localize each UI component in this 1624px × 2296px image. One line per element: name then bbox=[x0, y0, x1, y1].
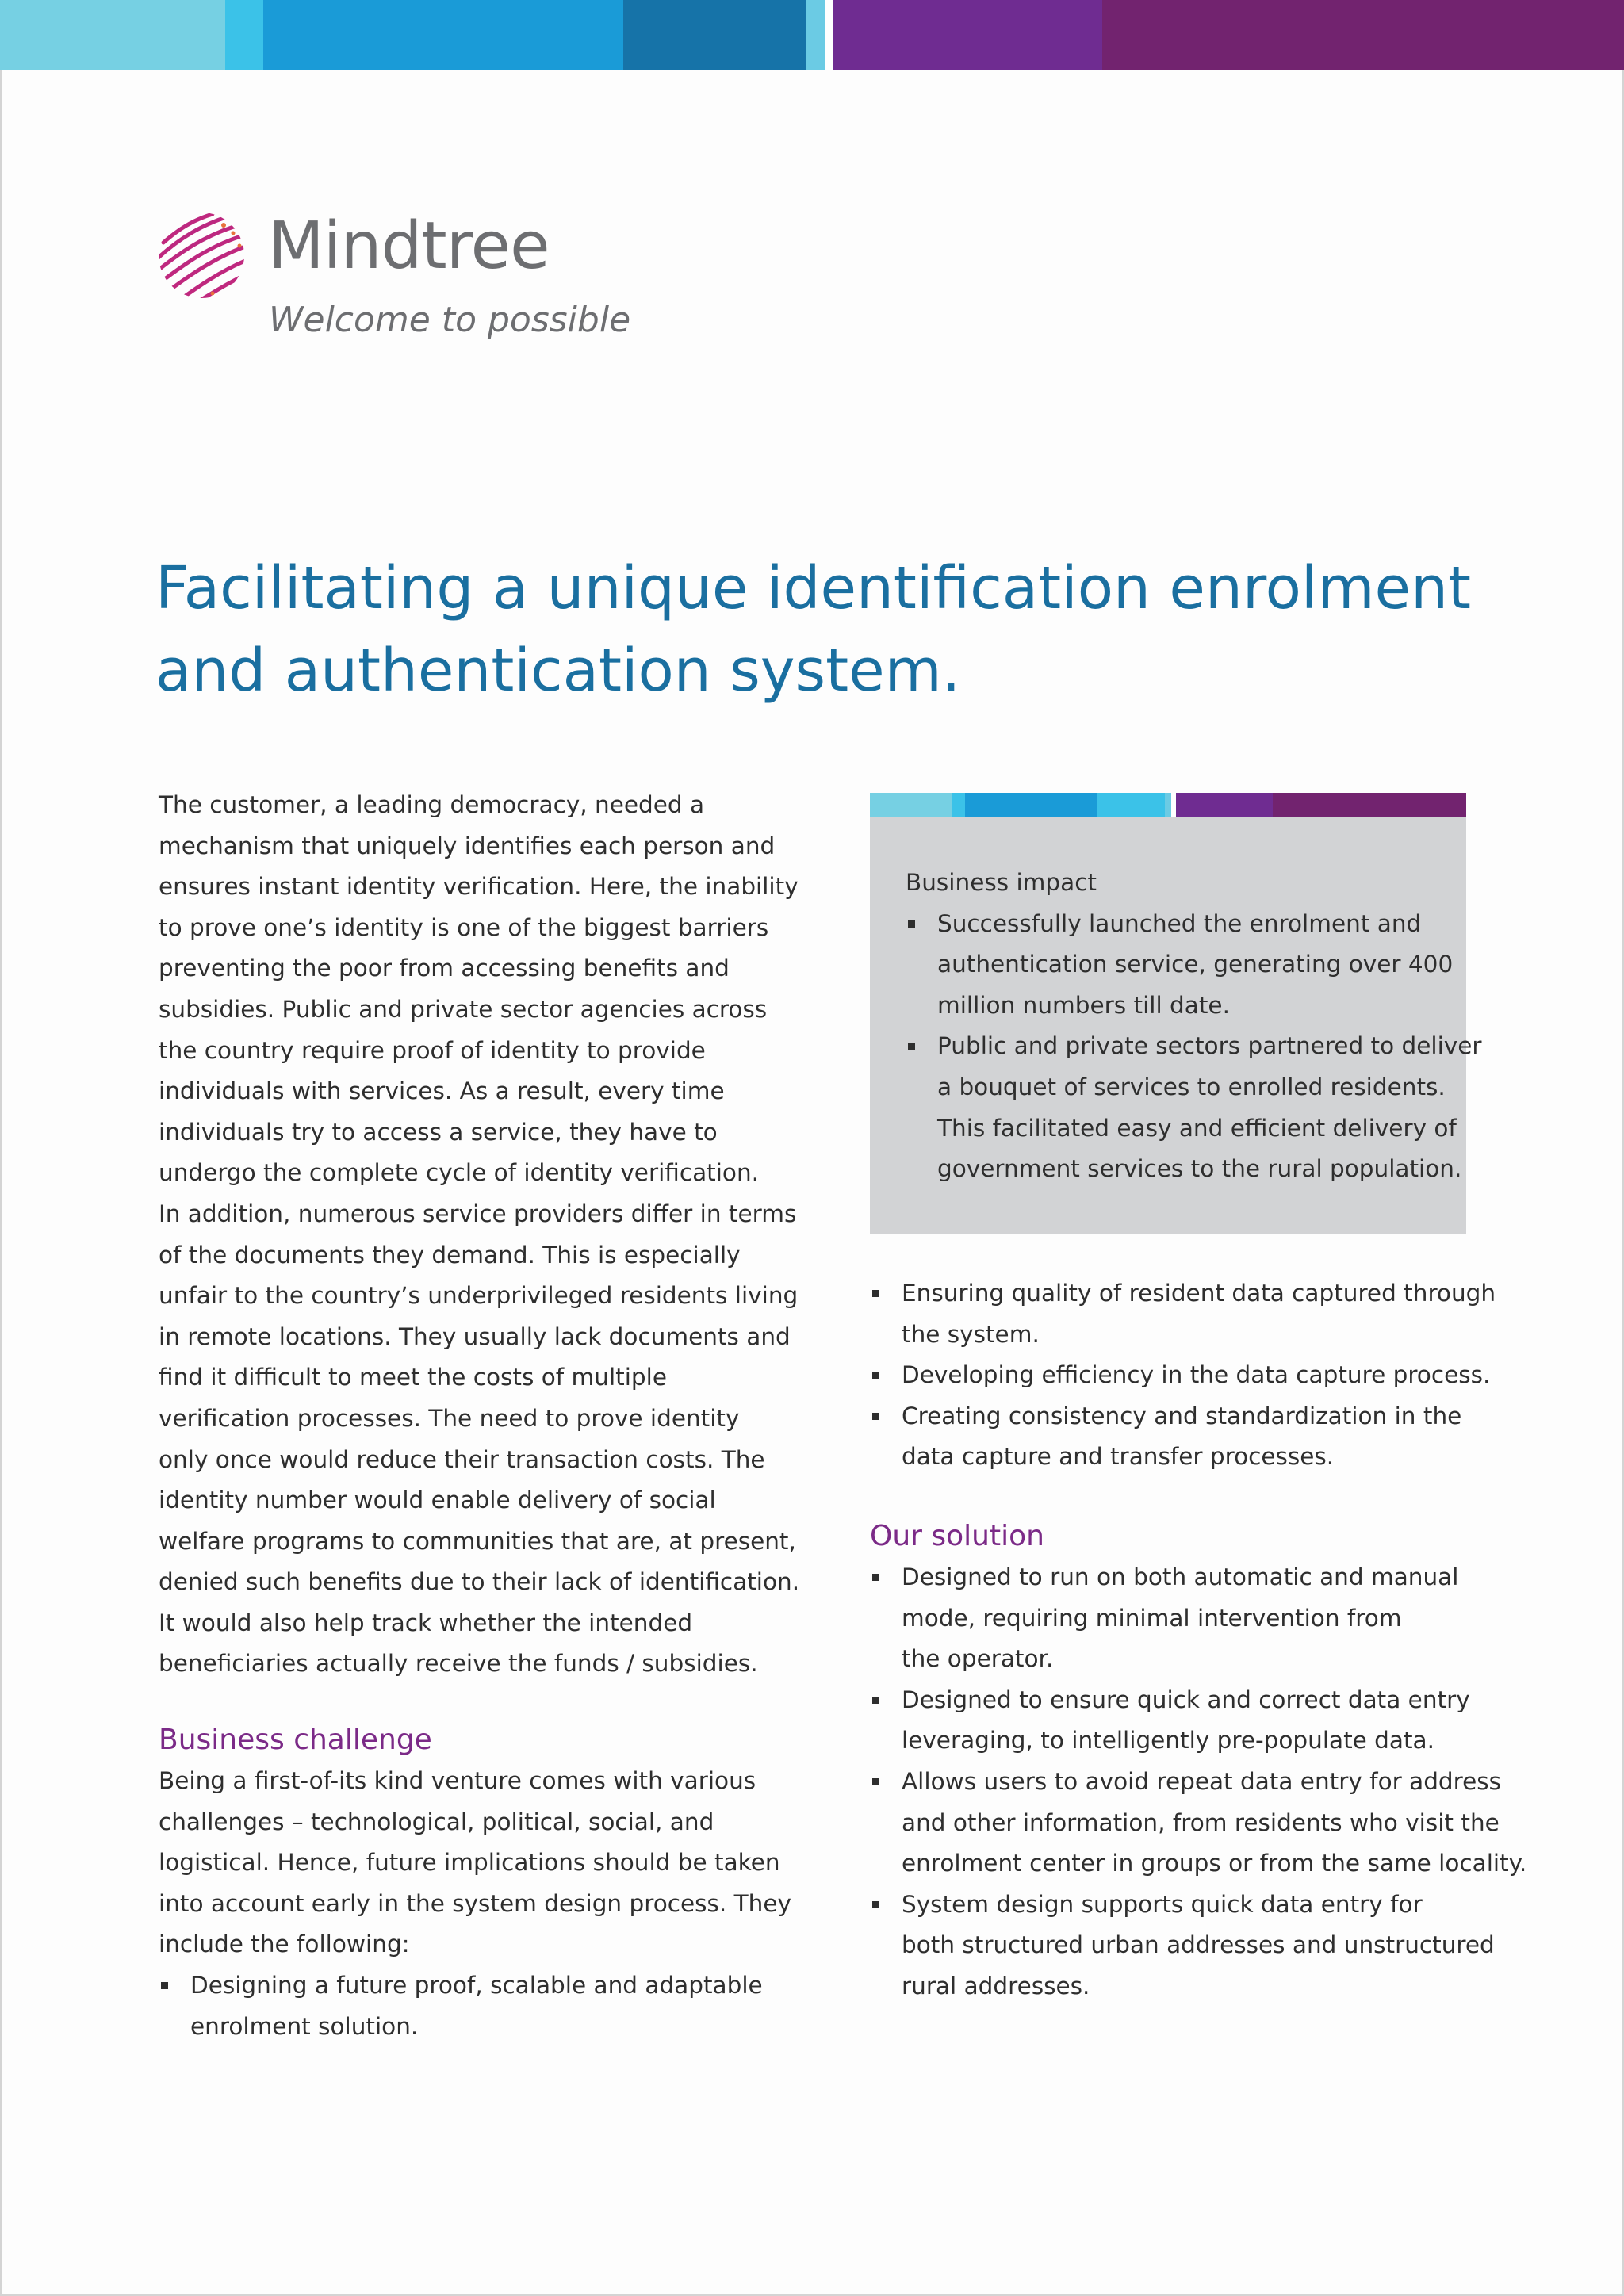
band-segment bbox=[225, 0, 263, 70]
band-segment bbox=[870, 793, 952, 817]
text-line: welfare programs to communities that are, at present, bbox=[159, 1527, 796, 1555]
text-line: This facilitated easy and efficient delivery of bbox=[937, 1114, 1457, 1142]
list-item bbox=[870, 1396, 1496, 1478]
band-segment bbox=[965, 793, 1097, 817]
top-color-band bbox=[0, 0, 1624, 70]
title-line: Facilitating a unique identification enrolment bbox=[155, 554, 1472, 622]
left-column bbox=[159, 785, 800, 2047]
text-line: of the documents they demand. This is especially bbox=[159, 1241, 741, 1269]
logo-wordmark: Mindtree bbox=[268, 209, 550, 284]
text-line: mechanism that uniquely identifies each person and bbox=[159, 832, 776, 859]
text-line: verification processes. The need to prove identity bbox=[159, 1404, 740, 1432]
text-line: individuals with services. As a result, every time bbox=[159, 1077, 725, 1105]
band-segment bbox=[1102, 0, 1624, 70]
text-line: Successfully launched the enrolment and bbox=[937, 909, 1422, 937]
text-line: The customer, a leading democracy, needed a bbox=[159, 791, 705, 818]
text-line: Designed to run on both automatic and manual bbox=[902, 1563, 1459, 1590]
text-line: ensures instant identity verification. Here, the inability bbox=[159, 873, 799, 901]
text-line: authentication service, generating over 400 bbox=[937, 951, 1454, 978]
text-line: the country require proof of identity to provide bbox=[159, 1036, 706, 1064]
text-line: System design supports quick data entry for bbox=[902, 1890, 1423, 1918]
bullet-square-icon bbox=[872, 1372, 879, 1379]
band-segment bbox=[952, 793, 965, 817]
text-line: unfair to the country’s underprivileged residents living bbox=[159, 1282, 799, 1310]
text-line: government services to the rural population. bbox=[937, 1155, 1462, 1183]
intro-paragraph bbox=[159, 785, 800, 1685]
title-line: and authentication system. bbox=[155, 637, 961, 705]
text-line: Designed to ensure quick and correct data entry bbox=[902, 1686, 1470, 1713]
text-line: Designing a future proof, scalable and adaptable bbox=[190, 1972, 763, 1999]
text-line: and other information, from residents who visit the bbox=[902, 1808, 1500, 1836]
bullet-square-icon bbox=[872, 1574, 879, 1581]
text-line: include the following: bbox=[159, 1931, 410, 1958]
logo-tagline: Welcome to possible bbox=[269, 300, 631, 340]
text-line: preventing the poor from accessing benefits and bbox=[159, 955, 730, 982]
right-column bbox=[870, 1273, 1527, 2007]
text-line: leveraging, to intelligently pre-populate data. bbox=[902, 1727, 1435, 1755]
band-segment bbox=[1273, 793, 1466, 817]
band-segment bbox=[0, 0, 225, 70]
challenge-paragraph bbox=[159, 1761, 791, 1965]
text-line: into account early in the system design process. They bbox=[159, 1889, 791, 1917]
text-line: It would also help track whether the intended bbox=[159, 1609, 693, 1636]
list-item bbox=[870, 1885, 1496, 2007]
business-impact-heading: Business impact bbox=[906, 869, 1097, 896]
impact-panel bbox=[870, 817, 1482, 1234]
list-item bbox=[870, 1273, 1496, 1355]
text-line: the system. bbox=[902, 1320, 1040, 1348]
text-line: only once would reduce their transaction costs. The bbox=[159, 1445, 765, 1473]
bullet-square-icon bbox=[908, 1043, 915, 1050]
text-line: a bouquet of services to enrolled residents. bbox=[937, 1073, 1446, 1100]
solution-bullet-list bbox=[870, 1557, 1527, 2007]
band-segment bbox=[806, 0, 825, 70]
bullet-square-icon bbox=[872, 1413, 879, 1420]
text-line: Developing efficiency in the data capture process. bbox=[902, 1361, 1491, 1389]
text-line: Allows users to avoid repeat data entry for address bbox=[902, 1767, 1502, 1795]
band-segment bbox=[623, 0, 806, 70]
bullet-square-icon bbox=[872, 1778, 879, 1785]
list-item bbox=[870, 1355, 1496, 1396]
text-line: data capture and transfer processes. bbox=[902, 1443, 1335, 1471]
band-segment bbox=[1165, 793, 1171, 817]
impact-color-band bbox=[870, 793, 1466, 817]
bullet-square-icon bbox=[908, 920, 915, 928]
impact-bullet-list bbox=[906, 904, 1482, 1190]
text-line: find it difficult to meet the costs of multiple bbox=[159, 1364, 668, 1391]
text-line: logistical. Hence, future implications should be taken bbox=[159, 1849, 780, 1877]
band-segment bbox=[1176, 793, 1273, 817]
text-line: identity number would enable delivery of social bbox=[159, 1487, 716, 1514]
text-line: million numbers till date. bbox=[937, 991, 1230, 1019]
text-line: Public and private sectors partnered to deliver bbox=[937, 1032, 1482, 1060]
list-item bbox=[870, 1680, 1496, 1762]
bullet-square-icon bbox=[872, 1290, 879, 1297]
text-line: mode, requiring minimal intervention from bbox=[902, 1604, 1402, 1632]
text-line: rural addresses. bbox=[902, 1972, 1090, 1999]
business-impact-box bbox=[870, 793, 1482, 1234]
band-segment bbox=[825, 0, 833, 70]
globe-swirl-icon bbox=[157, 211, 246, 300]
text-line: denied such benefits due to their lack of identification. bbox=[159, 1568, 800, 1596]
challenge-continued-list bbox=[870, 1273, 1496, 1478]
challenge-bullet-list bbox=[159, 1965, 777, 2047]
text-line: Ensuring quality of resident data captured through bbox=[902, 1280, 1496, 1307]
text-line: both structured urban addresses and unstructured bbox=[902, 1931, 1495, 1959]
band-segment bbox=[1097, 793, 1165, 817]
bullet-square-icon bbox=[872, 1901, 879, 1908]
text-line: in remote locations. They usually lack documents and bbox=[159, 1322, 791, 1350]
text-line: subsidies. Public and private sector agencies across bbox=[159, 995, 768, 1023]
text-line: the operator. bbox=[902, 1645, 1054, 1673]
text-line: Creating consistency and standardization in the bbox=[902, 1402, 1462, 1429]
text-line: enrolment solution. bbox=[190, 2012, 419, 2040]
text-line: In addition, numerous service providers differ in terms bbox=[159, 1200, 797, 1227]
impact-content bbox=[906, 863, 1482, 1190]
list-item bbox=[906, 1026, 1482, 1189]
text-line: undergo the complete cycle of identity verification. bbox=[159, 1159, 760, 1187]
text-line: Being a first-of-its kind venture comes with various bbox=[159, 1767, 756, 1795]
bullet-square-icon bbox=[872, 1697, 879, 1704]
bullet-square-icon bbox=[161, 1982, 168, 1989]
text-line: to prove one’s identity is one of the biggest barriers bbox=[159, 913, 769, 941]
text-line: individuals try to access a service, they have to bbox=[159, 1118, 718, 1146]
our-solution-heading: Our solution bbox=[870, 1519, 1044, 1552]
page-title bbox=[155, 547, 1503, 712]
text-line: beneficiaries actually receive the funds / subsidies. bbox=[159, 1650, 758, 1678]
band-segment bbox=[263, 0, 623, 70]
text-line: challenges – technological, political, social, and bbox=[159, 1808, 714, 1835]
list-item bbox=[870, 1557, 1496, 1680]
text-line: enrolment center in groups or from the same locality. bbox=[902, 1850, 1527, 1877]
list-item bbox=[159, 1965, 777, 2047]
business-challenge-heading: Business challenge bbox=[159, 1724, 432, 1757]
list-item bbox=[870, 1762, 1527, 1885]
list-item bbox=[906, 904, 1453, 1027]
band-segment bbox=[833, 0, 1102, 70]
